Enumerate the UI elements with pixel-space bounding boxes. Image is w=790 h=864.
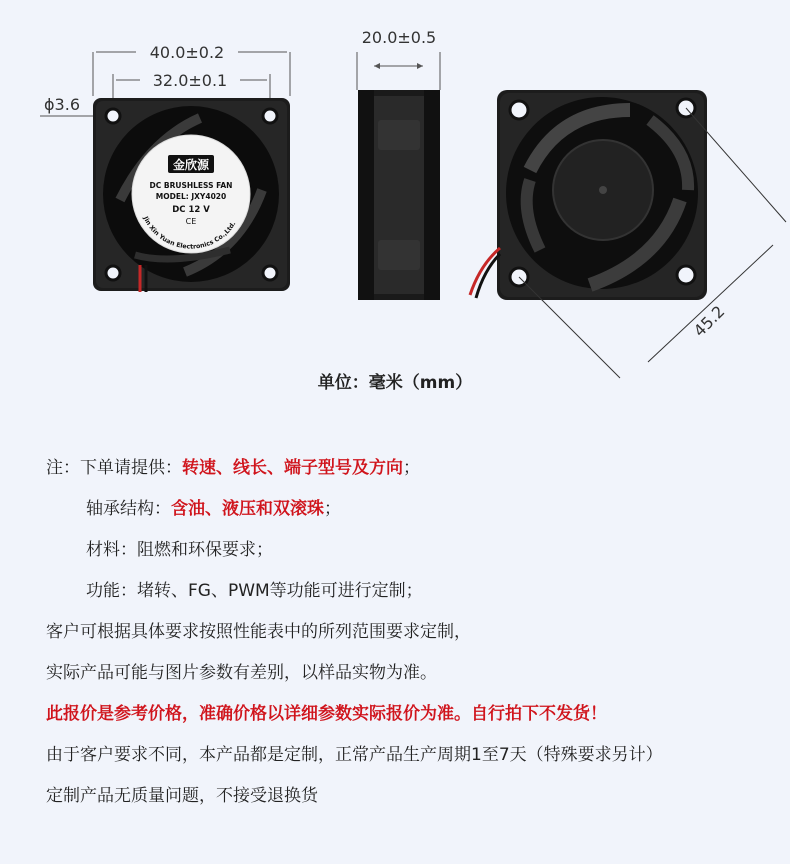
note-customize: 客户可根据具体要求按照性能表中的所列范围要求定制， bbox=[46, 622, 471, 642]
side-view bbox=[357, 28, 440, 300]
label-line2: MODEL: JXY4020 bbox=[155, 192, 227, 201]
note-material: 材料：阻燃和环保要求； bbox=[86, 540, 273, 560]
back-view bbox=[470, 90, 786, 378]
note-order-info: 注：下单请提供：转速、线长、端子型号及方向； bbox=[46, 458, 420, 478]
dim-hole-spacing: 32.0±0.1 bbox=[152, 71, 228, 90]
dim-thickness: 20.0±0.5 bbox=[361, 28, 437, 47]
ce-mark: CE bbox=[185, 217, 197, 226]
brand-logo-text: 金欣源 bbox=[172, 158, 210, 172]
front-view bbox=[40, 43, 290, 292]
unit-caption: 单位：毫米（mm） bbox=[317, 373, 473, 393]
note-actual-product: 实际产品可能与图片参数有差别，以样品实物为准。 bbox=[46, 663, 437, 683]
note-order-info-highlight: 转速、线长、端子型号及方向 bbox=[182, 458, 403, 478]
label-line1: DC BRUSHLESS FAN bbox=[149, 181, 233, 190]
dim-diagonal: 45.2 bbox=[689, 301, 729, 341]
dim-hole-diameter: ϕ3.6 bbox=[44, 95, 80, 114]
note-bearing-highlight: 含油、液压和双滚珠 bbox=[171, 499, 324, 519]
note-bearing: 轴承结构：含油、液压和双滚珠； bbox=[86, 499, 341, 519]
note-no-return: 定制产品无质量问题，不接受退换货 bbox=[46, 786, 318, 806]
note-lead-time: 由于客户要求不同，本产品都是定制，正常产品生产周期1至7天（特殊要求另计） bbox=[46, 745, 663, 765]
fan-dimension-diagram bbox=[0, 0, 790, 420]
label-ring-text: Jin Xin Yuan Electronics Co.,Ltd. bbox=[141, 215, 238, 251]
note-price-warning: 此报价是参考价格，准确价格以详细参数实际报价为准。自行拍下不发货！ bbox=[46, 704, 607, 724]
label-line3: DC 12 V bbox=[172, 205, 210, 215]
notes-section bbox=[46, 448, 776, 817]
dim-outer-width: 40.0±0.2 bbox=[149, 43, 225, 62]
note-function: 功能：堵转、FG、PWM等功能可进行定制； bbox=[86, 581, 423, 601]
